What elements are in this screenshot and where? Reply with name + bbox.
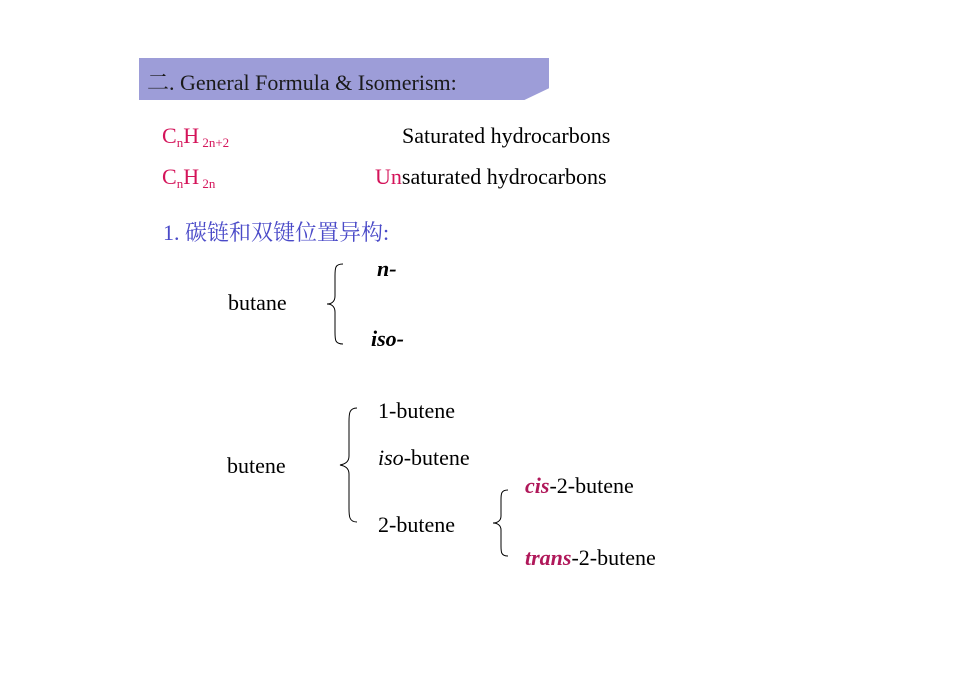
2-butene-brace-icon [490,488,514,558]
butene-isomer-iso-butene: iso-butene [378,445,470,470]
butene-label: butene [227,453,286,478]
butane-label: butane [228,290,287,315]
butene-isomer-2-butene: 2-butene [378,512,455,537]
butane-isomer-n: n- [377,256,397,281]
formula-unsaturated: $C_nH$ $_{2n}$ [162,164,216,191]
cis-2-butene: cis-2-butene [525,473,634,498]
butane-isomer-iso: iso- [371,326,404,351]
formula-saturated: $C_nH$ $_{2n+2}$ [162,123,230,150]
butene-brace-icon [337,406,361,524]
butene-isomer-1-butene: 1-butene [378,398,455,423]
saturated-description: Saturated hydrocarbons [402,123,611,148]
unsaturated-description: Unsaturated hydrocarbons [375,164,607,189]
section-heading: 二. General Formula & Isomerism: [147,70,457,95]
section-1-title: 1. 碳链和双键位置异构: [163,220,390,245]
butane-brace-icon [323,262,347,346]
trans-2-butene: trans-2-butene [525,545,656,570]
